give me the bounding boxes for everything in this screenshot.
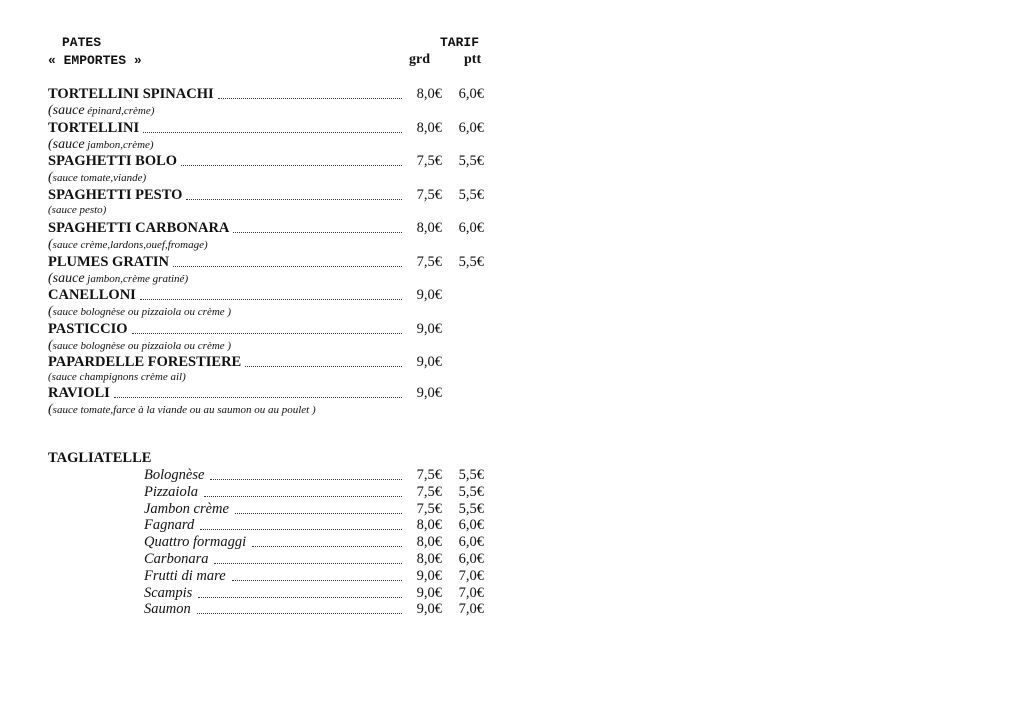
price-grd: 8,0€ bbox=[416, 120, 442, 136]
item-name: SPAGHETTI CARBONARA bbox=[48, 220, 230, 236]
menu-item-row bbox=[48, 354, 484, 372]
item-name: RAVIOLI bbox=[48, 385, 110, 401]
description-prefix: (sauce bbox=[48, 271, 85, 286]
dot-leader bbox=[210, 477, 402, 480]
dot-leader bbox=[140, 297, 402, 300]
price-grd: 9,0€ bbox=[416, 354, 442, 370]
price-grd: 7,5€ bbox=[416, 153, 442, 169]
dot-leader bbox=[200, 527, 402, 530]
price-ptt: 6,0€ bbox=[458, 120, 484, 136]
section-title: PATES bbox=[62, 35, 102, 50]
column-header-ptt: ptt bbox=[464, 52, 482, 67]
tagliatelle-row bbox=[144, 601, 484, 619]
dot-leader bbox=[173, 264, 402, 267]
item-name: Quattro formaggi bbox=[144, 534, 247, 551]
tagliatelle-row bbox=[144, 467, 484, 485]
price-ptt: 5,5€ bbox=[458, 153, 484, 169]
menu-item-row bbox=[48, 287, 484, 305]
description-text: (sauce pesto) bbox=[48, 204, 107, 216]
description-text: sauce tomate,farce à la viande ou au saumon ou au poulet ) bbox=[52, 404, 316, 416]
item-description bbox=[48, 371, 186, 383]
price-ptt: 6,0€ bbox=[458, 551, 484, 567]
tagliatelle-row bbox=[144, 517, 484, 535]
price-ptt: 5,5€ bbox=[458, 483, 484, 500]
item-name: Saumon bbox=[144, 601, 191, 618]
price-ptt: 5,5€ bbox=[458, 187, 484, 203]
tagliatelle-title: TAGLIATELLE bbox=[48, 450, 152, 466]
price-grd: 7,5€ bbox=[416, 500, 442, 517]
price-grd: 7,5€ bbox=[416, 187, 442, 203]
description-text: épinard,crème) bbox=[84, 105, 155, 117]
item-name: Scampis bbox=[144, 584, 193, 601]
description-text: (sauce champignons crème ail) bbox=[48, 371, 186, 383]
tagliatelle-row bbox=[144, 568, 484, 586]
tagliatelle-row bbox=[144, 585, 484, 603]
tagliatelle-row bbox=[144, 534, 484, 552]
description-prefix: ( bbox=[48, 237, 53, 252]
item-name: TORTELLINI SPINACHI bbox=[48, 86, 214, 102]
dot-leader bbox=[198, 595, 402, 598]
menu-item-row bbox=[48, 254, 484, 272]
item-name: Jambon crème bbox=[144, 500, 229, 517]
dot-leader bbox=[233, 230, 402, 233]
description-prefix: (sauce bbox=[48, 137, 85, 152]
item-description bbox=[48, 103, 154, 119]
tarif-heading: TARIF bbox=[440, 35, 480, 50]
item-description bbox=[48, 204, 106, 216]
dot-leader bbox=[181, 163, 402, 166]
item-description bbox=[48, 402, 316, 418]
tagliatelle-row bbox=[144, 484, 484, 502]
dot-leader bbox=[114, 395, 402, 398]
item-name: CANELLONI bbox=[48, 287, 136, 303]
price-ptt: 7,0€ bbox=[458, 567, 484, 584]
price-ptt: 5,5€ bbox=[458, 254, 484, 270]
item-description bbox=[48, 271, 188, 287]
dot-leader bbox=[132, 331, 403, 334]
dot-leader bbox=[143, 130, 402, 133]
menu-item-row bbox=[48, 153, 484, 171]
dot-leader bbox=[252, 544, 402, 547]
price-grd: 8,0€ bbox=[416, 517, 442, 534]
item-name: Pizzaiola bbox=[144, 483, 198, 500]
item-name: Carbonara bbox=[144, 551, 209, 567]
description-text: sauce bolognèse ou pizzaiola ou crème ) bbox=[52, 340, 232, 352]
price-grd: 9,0€ bbox=[416, 567, 442, 584]
price-grd: 7,5€ bbox=[416, 467, 442, 483]
price-ptt: 5,5€ bbox=[458, 500, 484, 517]
item-name: Frutti di mare bbox=[144, 567, 226, 584]
description-text: sauce tomate,viande) bbox=[52, 172, 147, 184]
price-grd: 9,0€ bbox=[416, 287, 442, 303]
menu-item-row bbox=[48, 321, 484, 339]
tagliatelle-row bbox=[144, 501, 484, 519]
item-name: SPAGHETTI BOLO bbox=[48, 153, 178, 169]
description-prefix: ( bbox=[48, 170, 53, 185]
price-grd: 9,0€ bbox=[416, 584, 442, 601]
section-subtitle: « EMPORTES » bbox=[48, 53, 142, 68]
item-name: PASTICCIO bbox=[48, 321, 128, 337]
menu-item-row bbox=[48, 86, 484, 104]
item-name: PAPARDELLE FORESTIERE bbox=[48, 354, 242, 370]
price-ptt: 6,0€ bbox=[458, 86, 484, 102]
price-ptt: 6,0€ bbox=[458, 220, 484, 236]
item-description bbox=[48, 170, 146, 186]
menu-item-row bbox=[48, 187, 484, 205]
dot-leader bbox=[235, 511, 402, 514]
tagliatelle-row bbox=[144, 551, 484, 569]
menu-item-row bbox=[48, 385, 484, 403]
price-grd: 9,0€ bbox=[416, 321, 442, 337]
price-grd: 7,5€ bbox=[416, 483, 442, 500]
price-grd: 7,5€ bbox=[416, 254, 442, 270]
item-description bbox=[48, 237, 208, 253]
description-text: sauce crème,lardons,ouef,fromage) bbox=[52, 239, 208, 251]
item-description bbox=[48, 338, 231, 354]
item-name: Bolognèse bbox=[144, 467, 205, 483]
menu-item-row bbox=[48, 220, 484, 238]
price-grd: 9,0€ bbox=[416, 601, 442, 618]
dot-leader bbox=[197, 611, 402, 614]
description-text: jambon,crème gratiné) bbox=[84, 273, 189, 285]
description-prefix: ( bbox=[48, 304, 53, 319]
dot-leader bbox=[232, 578, 402, 581]
price-ptt: 6,0€ bbox=[458, 517, 484, 534]
menu-item-row bbox=[48, 120, 484, 138]
item-name: TORTELLINI bbox=[48, 120, 140, 136]
dot-leader bbox=[218, 96, 402, 99]
description-prefix: (sauce bbox=[48, 103, 85, 118]
item-name: Fagnard bbox=[144, 517, 195, 534]
description-text: sauce bolognèse ou pizzaiola ou crème ) bbox=[52, 306, 232, 318]
dot-leader bbox=[214, 561, 402, 564]
column-header-grd: grd bbox=[409, 52, 430, 67]
description-prefix: ( bbox=[48, 338, 53, 353]
item-name: SPAGHETTI PESTO bbox=[48, 187, 183, 203]
description-prefix: ( bbox=[48, 402, 53, 417]
price-grd: 8,0€ bbox=[416, 534, 442, 551]
price-ptt: 7,0€ bbox=[458, 601, 484, 618]
dot-leader bbox=[204, 494, 402, 497]
dot-leader bbox=[186, 197, 402, 200]
description-text: jambon,crème) bbox=[84, 139, 154, 151]
price-grd: 8,0€ bbox=[416, 220, 442, 236]
price-grd: 8,0€ bbox=[416, 551, 442, 567]
price-ptt: 7,0€ bbox=[458, 584, 484, 601]
dot-leader bbox=[245, 364, 402, 367]
item-description bbox=[48, 304, 231, 320]
item-name: PLUMES GRATIN bbox=[48, 254, 169, 270]
item-description bbox=[48, 137, 154, 153]
price-grd: 9,0€ bbox=[416, 385, 442, 401]
price-grd: 8,0€ bbox=[416, 86, 442, 102]
price-ptt: 6,0€ bbox=[458, 534, 484, 551]
price-ptt: 5,5€ bbox=[458, 467, 484, 483]
